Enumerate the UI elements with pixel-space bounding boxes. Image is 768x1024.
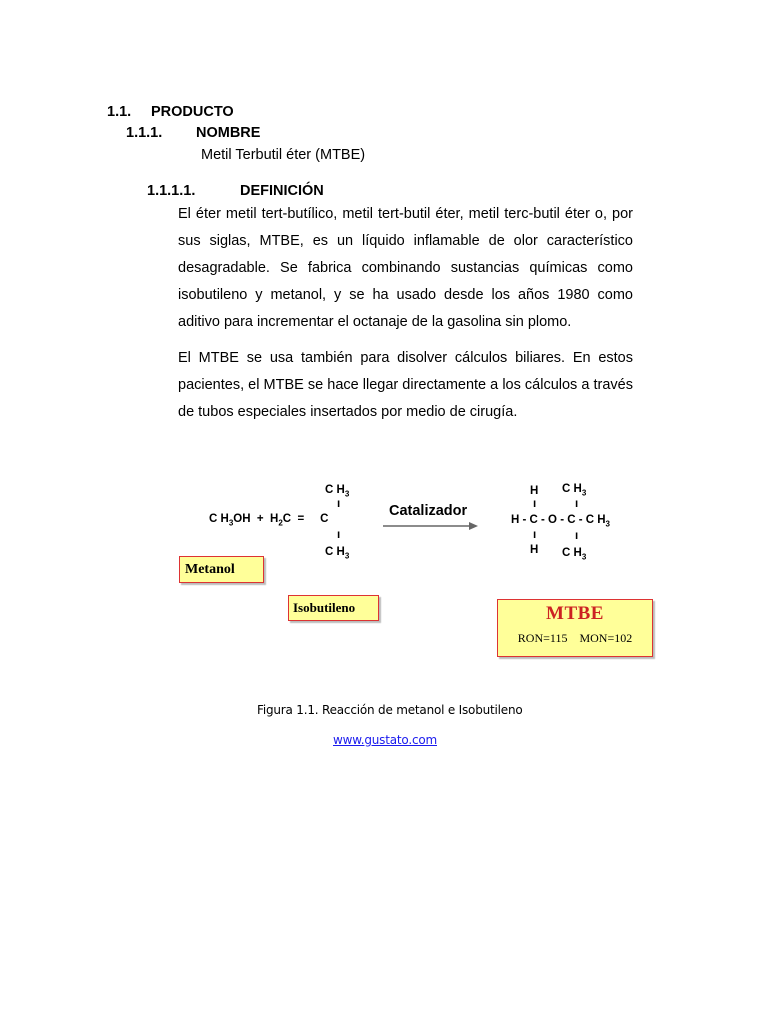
section-title: PRODUCTO [151, 104, 234, 120]
subsection-number: 1.1.1. [126, 125, 163, 141]
section-heading [107, 104, 234, 120]
product-bond-top-left: ı [533, 498, 537, 510]
reactant-ch3-top: C $H_3$ [325, 484, 350, 499]
product-ch3-top: C $H_3$ [562, 483, 587, 498]
metanol-label-box [179, 556, 264, 583]
product-bond-bottom-right: ı [575, 530, 579, 542]
product-bond-bottom-left: ı [533, 529, 537, 541]
section-number: 1.1. [107, 104, 132, 120]
subsubsection-title: DEFINICIÓN [240, 183, 324, 199]
product-chain: H - C - O - C - C $H_3$ [511, 514, 610, 529]
metanol-label: Metanol [185, 562, 235, 577]
mtbe-product-specs: RON=115 MON=102 [517, 631, 633, 645]
catalyst-label: Catalizador [389, 503, 468, 519]
subsection-title: NOMBRE [196, 125, 261, 141]
source-link[interactable]: www.gustato.com [333, 733, 437, 747]
subsubsection-number: 1.1.1.1. [147, 183, 196, 199]
product-name: Metil Terbutil éter (MTBE) [201, 147, 366, 163]
product-bond-top-right: ı [575, 498, 579, 510]
mtbe-product-title: MTBE [546, 603, 604, 624]
subsection-heading [126, 125, 260, 141]
product-h-bottom: H [530, 544, 539, 556]
definition-paragraph-2: El MTBE se usa también para disolver cálculos biliares. En estos pacientes, el MTBE se hace llegar directamente a los cálculos a través de tubos especiales insertados por medio de cirugía. [178, 350, 633, 420]
product-h-top: H [530, 485, 539, 497]
reactant-bond-bottom: ı [337, 529, 341, 541]
definition-paragraph-1: El éter metil tert-butílico, metil tert-butil éter, metil terc-butil éter o, por sus siglas, MTBE, es un líquido inflamable de olor característico desagradable. Se fabrica combinando sustancias químicas como isobutileno y metanol, y se ha usado desde los años 1980 como aditivo para incrementar el octanaje de la gasolina sin plomo. [178, 206, 633, 330]
reaction-arrow [383, 520, 479, 532]
subsubsection-heading [147, 183, 324, 199]
isobutileno-label: Isobutileno [293, 600, 356, 615]
isobutileno-label-box [288, 595, 379, 621]
reactant-equation: C $H_3OH + H_2C$ = C [209, 513, 329, 528]
mtbe-product-box [497, 599, 653, 657]
product-ch3-bottom: C $H_3$ [562, 547, 587, 562]
reactant-bond-top: ı [337, 498, 341, 510]
figure-caption: Figura 1.1. Reacción de metanol e Isobutileno [257, 703, 523, 717]
reactant-ch3-bottom: C $H_3$ [325, 546, 350, 561]
